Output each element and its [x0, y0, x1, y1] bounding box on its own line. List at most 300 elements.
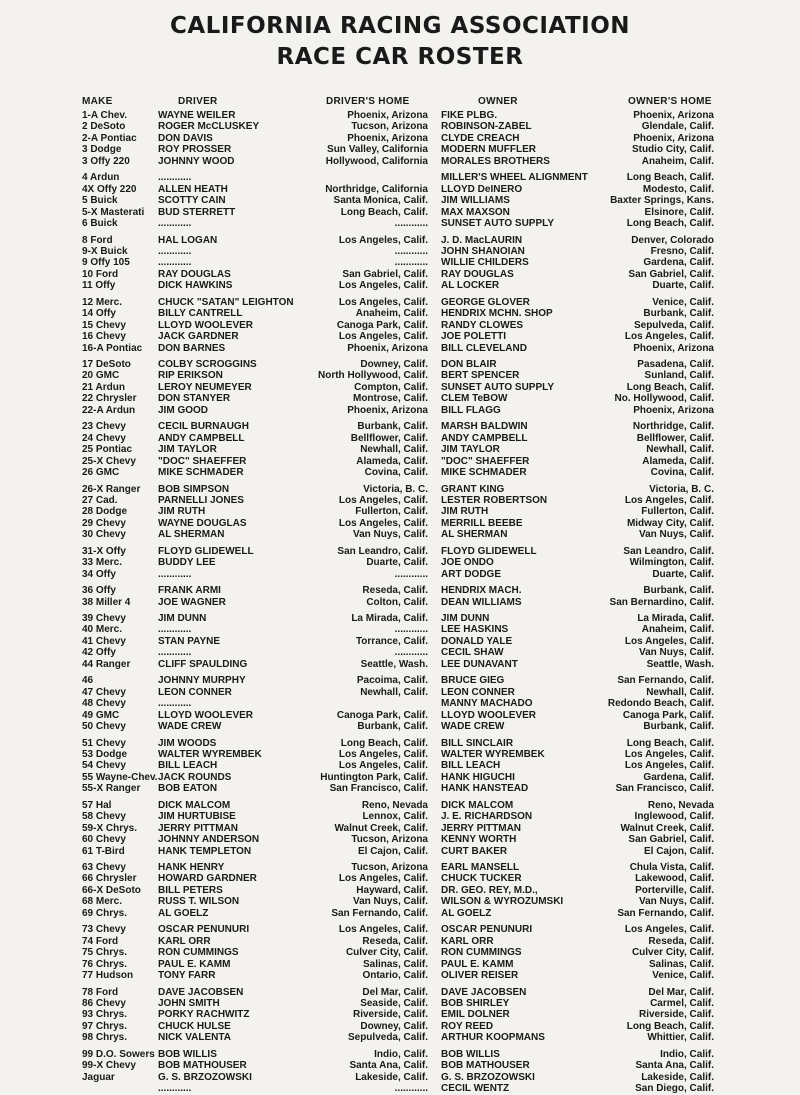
owner-cell: RANDY CLOWES	[441, 319, 524, 331]
owner-cell: JOE ONDO	[441, 557, 494, 569]
owner-cell: MERRILL BEEBE	[441, 517, 523, 529]
make-cell: 23 Chevy	[82, 421, 126, 433]
drivers-home-cell: San Fernando, Calif.	[331, 907, 428, 919]
make-cell: 46	[82, 675, 94, 687]
driver-cell: JOE WAGNER	[158, 596, 226, 608]
owner-cell: LESTER ROBERTSON	[441, 494, 548, 506]
owners-home-cell: Reno, Nevada	[647, 799, 714, 811]
make-cell: 22-A Ardun	[82, 404, 136, 416]
owner-cell: FIKE PLBG.	[441, 110, 498, 121]
owner-cell: G. S. BRZOZOWSKI	[441, 1071, 535, 1083]
owners-home-cell: Denver, Colorado	[631, 234, 714, 246]
make-cell: 11 Offy	[82, 280, 116, 292]
owners-home-cell: San Diego, Calif.	[635, 1083, 714, 1095]
make-cell: 39 Chevy	[82, 613, 126, 624]
roster-row	[0, 156, 800, 168]
roster-row	[0, 597, 800, 609]
make-cell: 99 D.O. Sowers	[82, 1048, 155, 1060]
owners-home-cell: Newhall, Calif.	[646, 686, 714, 698]
make-cell: 1-A Chev.	[82, 110, 128, 121]
owner-cell: BOB WILLIS	[441, 1048, 500, 1060]
driver-cell: JOHNNY WOOD	[158, 155, 235, 167]
owners-home-cell: Walnut Creek, Calif.	[620, 822, 714, 834]
roster-row	[0, 370, 800, 382]
driver-cell: BILLY CANTRELL	[158, 308, 243, 320]
drivers-home-cell: Lennox, Calif.	[362, 811, 428, 823]
owners-home-cell: Northridge, Calif.	[632, 421, 714, 433]
roster-row	[0, 924, 800, 936]
roster-row	[0, 1032, 800, 1044]
owner-cell: J. D. MacLAURIN	[441, 234, 523, 246]
roster-row	[0, 218, 800, 230]
roster-row	[0, 873, 800, 885]
header-owners-home: OWNER'S HOME	[628, 96, 712, 107]
roster-row	[0, 585, 800, 597]
driver-cell: OSCAR PENUNURI	[158, 924, 250, 936]
drivers-home-cell: Hollywood, California	[325, 155, 428, 167]
owners-home-cell: Fullerton, Calif.	[641, 506, 714, 518]
make-cell: 9 Offy 105	[82, 257, 130, 269]
make-cell: 22 Chrysler	[82, 393, 137, 405]
make-cell: 36 Offy	[82, 585, 116, 597]
owners-home-cell: San Gabriel, Calif.	[628, 268, 714, 280]
owners-home-cell: Canoga Park, Calif.	[622, 709, 714, 721]
owners-home-cell: Newhall, Calif.	[646, 444, 714, 456]
make-cell: 93 Chrys.	[82, 1009, 128, 1021]
owners-home-cell: Modesto, Calif.	[642, 183, 714, 195]
make-cell: 2 DeSoto	[82, 121, 126, 133]
owners-home-cell: Duarte, Calif.	[652, 280, 714, 292]
driver-cell: HANK TEMPLETON	[158, 845, 252, 857]
owner-cell: HENDRIX MCHN. SHOP	[441, 308, 553, 320]
owners-home-cell: Redondo Beach, Calif.	[607, 698, 714, 710]
drivers-home-cell: Tucson, Arizona	[351, 862, 428, 873]
drivers-home-cell: Long Beach, Calif.	[340, 737, 428, 749]
driver-cell: DAVE JACOBSEN	[158, 986, 244, 998]
driver-cell: KARL ORR	[158, 935, 211, 947]
owners-home-cell: Carmel, Calif.	[650, 997, 714, 1009]
owners-home-cell: Long Beach, Calif.	[626, 172, 714, 184]
make-cell: 14 Offy	[82, 308, 116, 320]
owner-cell: EARL MANSELL	[441, 862, 520, 873]
make-cell: 3 Dodge	[82, 144, 122, 156]
roster-row	[0, 308, 800, 320]
driver-cell: PORKY RACHWITZ	[158, 1009, 250, 1021]
make-cell: 47 Chevy	[82, 686, 126, 698]
owners-home-cell: Phoenix, Arizona	[633, 132, 714, 144]
drivers-home-cell: Reno, Nevada	[361, 799, 428, 811]
driver-cell: WAYNE DOUGLAS	[158, 517, 247, 529]
make-cell: 49 GMC	[82, 709, 120, 721]
drivers-home-cell: Los Angeles, Calif.	[338, 873, 428, 885]
make-cell: 24 Chevy	[82, 432, 126, 444]
owner-cell: GEORGE GLOVER	[441, 296, 530, 308]
drivers-home-cell: San Gabriel, Calif.	[342, 268, 428, 280]
owners-home-cell: Glendale, Calif.	[641, 121, 714, 133]
driver-cell: JOHNNY ANDERSON	[158, 834, 260, 846]
driver-cell: JOHNNY MURPHY	[158, 675, 246, 687]
drivers-home-cell: San Francisco, Calif.	[329, 783, 428, 795]
owner-cell: DAVE JACOBSEN	[441, 986, 527, 998]
roster-row	[0, 1021, 800, 1033]
owner-cell: AL GOELZ	[441, 907, 492, 919]
drivers-home-cell: Walnut Creek, Calif.	[334, 822, 428, 834]
drivers-home-cell: Phoenix, Arizona	[347, 404, 428, 416]
drivers-home-cell: Covina, Calif.	[364, 467, 428, 479]
roster-row	[0, 970, 800, 982]
owner-cell: DONALD YALE	[441, 635, 513, 647]
driver-cell: ............	[158, 647, 192, 659]
owners-home-cell: Sepulveda, Calif.	[633, 319, 714, 331]
driver-cell: ROGER McCLUSKEY	[158, 121, 260, 133]
make-cell: 26-X Ranger	[82, 483, 141, 495]
drivers-home-cell: Phoenix, Arizona	[347, 342, 428, 354]
make-cell: 2-A Pontiac	[82, 132, 137, 144]
header-owner: OWNER	[478, 96, 518, 107]
owner-cell: BOB MATHOUSER	[441, 1060, 530, 1072]
owner-cell: KARL ORR	[441, 935, 494, 947]
owner-cell: DICK MALCOM	[441, 799, 514, 811]
owner-cell: WALTER WYREMBEK	[441, 748, 545, 760]
drivers-home-cell: Huntington Park, Calif.	[320, 771, 428, 783]
make-cell: 34 Offy	[82, 568, 116, 580]
make-cell: 75 Chrys.	[82, 947, 128, 959]
driver-cell: PAUL E. KAMM	[158, 958, 231, 970]
driver-cell: BUD STERRETT	[158, 206, 236, 218]
make-cell: 31-X Offy	[82, 545, 126, 557]
owner-cell: BILL FLAGG	[441, 404, 501, 416]
make-cell: 38 Miller 4	[82, 596, 131, 608]
roster-row	[0, 495, 800, 507]
owner-cell: JIM WILLIAMS	[441, 195, 510, 207]
drivers-home-cell: Indio, Calif.	[374, 1048, 428, 1060]
driver-cell: FLOYD GLIDEWELL	[158, 545, 254, 557]
owners-home-cell: Elsinore, Calif.	[644, 206, 714, 218]
driver-cell: G. S. BRZOZOWSKI	[158, 1071, 252, 1083]
drivers-home-cell: Newhall, Calif.	[360, 686, 428, 698]
roster-row	[0, 343, 800, 355]
driver-cell: LLOYD WOOLEVER	[158, 319, 253, 331]
make-cell: 17 DeSoto	[82, 359, 131, 370]
driver-cell: "DOC" SHAEFFER	[158, 455, 247, 467]
roster-row	[0, 613, 800, 625]
owner-cell: OLIVER REISER	[441, 970, 519, 982]
drivers-home-cell: ............	[394, 218, 428, 230]
driver-cell: BOB EATON	[158, 783, 218, 795]
make-cell: 77 Hudson	[82, 970, 134, 982]
owner-cell: WADE CREW	[441, 721, 505, 733]
make-cell: Jaguar	[82, 1071, 115, 1083]
owners-home-cell: La Mirada, Calif.	[637, 613, 714, 624]
owner-cell: SUNSET AUTO SUPPLY	[441, 218, 554, 230]
drivers-home-cell: Phoenix, Arizona	[347, 110, 428, 121]
owners-home-cell: Phoenix, Arizona	[633, 110, 714, 121]
owners-home-cell: Bellflower, Calif.	[636, 432, 714, 444]
owners-home-cell: Gardena, Calif.	[643, 771, 714, 783]
driver-cell: BILL PETERS	[158, 884, 223, 896]
owners-home-cell: Seattle, Wash.	[646, 658, 714, 670]
make-cell: 99-X Chevy	[82, 1060, 136, 1072]
roster-row	[0, 811, 800, 823]
driver-cell: CHUCK "SATAN" LEIGHTON	[158, 296, 294, 308]
owner-cell: BILL SINCLAIR	[441, 737, 514, 749]
owners-home-cell: Midway City, Calif.	[626, 517, 714, 529]
roster-row	[0, 172, 800, 184]
owners-home-cell: Riverside, Calif.	[638, 1009, 714, 1021]
make-cell: 6 Buick	[82, 218, 118, 230]
make-cell: 74 Ford	[82, 935, 119, 947]
owners-home-cell: Culver City, Calif.	[631, 947, 714, 959]
owner-cell: CLEM TeBOW	[441, 393, 508, 405]
owner-cell: AL SHERMAN	[441, 529, 508, 541]
driver-cell: WAYNE WEILER	[158, 110, 236, 121]
make-cell: 21 Ardun	[82, 381, 125, 393]
drivers-home-cell: Reseda, Calif.	[362, 585, 428, 597]
drivers-home-cell: ............	[394, 245, 428, 257]
driver-cell: JIM GOOD	[158, 404, 209, 416]
driver-cell: ............	[158, 1083, 192, 1095]
driver-cell: ALLEN HEATH	[158, 183, 228, 195]
driver-cell: HAL LOGAN	[158, 234, 218, 246]
owners-home-cell: Van Nuys, Calif.	[638, 529, 714, 541]
owners-home-cell: San Fernando, Calif.	[617, 907, 714, 919]
owners-home-cell: Chula Vista, Calif.	[629, 862, 714, 873]
drivers-home-cell: Lakeside, Calif.	[355, 1071, 428, 1083]
roster-row	[0, 546, 800, 558]
owners-home-cell: Burbank, Calif.	[643, 721, 714, 733]
drivers-home-cell: Canoga Park, Calif.	[336, 319, 428, 331]
owners-home-cell: Anaheim, Calif.	[641, 155, 714, 167]
roster-row	[0, 331, 800, 343]
roster-row	[0, 760, 800, 772]
driver-cell: CHUCK HULSE	[158, 1020, 231, 1032]
owner-cell: JERRY PITTMAN	[441, 822, 522, 834]
roster-row	[0, 862, 800, 874]
owner-cell: ARTHUR KOOPMANS	[441, 1032, 545, 1044]
owner-cell: JOHN SHANOIAN	[441, 245, 525, 257]
owner-cell: CLYDE CREACH	[441, 132, 520, 144]
roster-row	[0, 624, 800, 636]
owners-home-cell: Covina, Calif.	[650, 467, 714, 479]
owners-home-cell: Studio City, Calif.	[631, 144, 714, 156]
owners-home-cell: Los Angeles, Calif.	[624, 748, 714, 760]
drivers-home-cell: Duarte, Calif.	[366, 557, 428, 569]
driver-cell: JOHN SMITH	[158, 997, 220, 1009]
drivers-home-cell: Downey, Calif.	[360, 359, 428, 370]
make-cell: 44 Ranger	[82, 658, 131, 670]
drivers-home-cell: Compton, Calif.	[354, 381, 428, 393]
drivers-home-cell: El Cajon, Calif.	[357, 845, 428, 857]
make-cell: 60 Chevy	[82, 834, 126, 846]
roster-row	[0, 121, 800, 133]
roster-row	[0, 257, 800, 269]
make-cell: 20 GMC	[82, 370, 120, 382]
owners-home-cell: Long Beach, Calif.	[626, 1020, 714, 1032]
roster-row	[0, 800, 800, 812]
owner-cell: MAX MAXSON	[441, 206, 510, 218]
owners-home-cell: Baxter Springs, Kans.	[610, 195, 714, 207]
driver-cell: AL GOELZ	[158, 907, 209, 919]
driver-cell: ............	[158, 245, 192, 257]
owner-cell: ANDY CAMPBELL	[441, 432, 528, 444]
driver-cell: RAY DOUGLAS	[158, 268, 231, 280]
make-cell: 12 Merc.	[82, 296, 123, 308]
owners-home-cell: Duarte, Calif.	[652, 568, 714, 580]
roster-row	[0, 896, 800, 908]
driver-cell: WADE CREW	[158, 721, 222, 733]
owners-home-cell: Lakeside, Calif.	[641, 1071, 714, 1083]
owners-home-cell: San Bernardino, Calif.	[609, 596, 714, 608]
roster-row	[0, 687, 800, 699]
owner-cell: HANK HANSTEAD	[441, 783, 529, 795]
roster-row	[0, 675, 800, 687]
make-cell: 41 Chevy	[82, 635, 126, 647]
drivers-home-cell: Del Mar, Calif.	[362, 986, 428, 998]
drivers-home-cell: Pacoima, Calif.	[356, 675, 428, 687]
make-cell: 30 Chevy	[82, 529, 126, 541]
owner-cell: MARSH BALDWIN	[441, 421, 528, 433]
drivers-home-cell: Tucson, Arizona	[351, 121, 428, 133]
drivers-home-cell: San Leandro, Calif.	[337, 545, 428, 557]
roster-row	[0, 783, 800, 795]
owners-home-cell: Reseda, Calif.	[648, 935, 714, 947]
driver-cell: MIKE SCHMADER	[158, 467, 244, 479]
roster-row	[0, 1072, 800, 1084]
owners-home-cell: San Leandro, Calif.	[623, 545, 714, 557]
roster-row	[0, 144, 800, 156]
make-cell: 5-X Masterati	[82, 206, 145, 218]
roster-row	[0, 110, 800, 122]
owners-home-cell: Indio, Calif.	[660, 1048, 714, 1060]
roster-row	[0, 659, 800, 671]
owner-cell: GRANT KING	[441, 483, 505, 495]
drivers-home-cell: Torrance, Calif.	[355, 635, 428, 647]
owner-cell: PAUL E. KAMM	[441, 958, 514, 970]
make-cell: 15 Chevy	[82, 319, 126, 331]
make-cell: 73 Chevy	[82, 924, 126, 936]
drivers-home-cell: Reseda, Calif.	[362, 935, 428, 947]
roster-row	[0, 557, 800, 569]
make-cell: 33 Merc.	[82, 557, 123, 569]
driver-cell: JIM DUNN	[158, 613, 207, 624]
owners-home-cell: San Fernando, Calif.	[617, 675, 714, 687]
owner-cell: RAY DOUGLAS	[441, 268, 514, 280]
driver-cell: ............	[158, 257, 192, 269]
driver-cell: DON STANYER	[158, 393, 231, 405]
drivers-home-cell: North Hollywood, Calif.	[318, 370, 428, 382]
owner-cell: MODERN MUFFLER	[441, 144, 536, 156]
roster-row	[0, 433, 800, 445]
header-drivers-home: DRIVER'S HOME	[326, 96, 410, 107]
owners-home-cell: Venice, Calif.	[652, 970, 714, 982]
owners-home-cell: Burbank, Calif.	[643, 308, 714, 320]
drivers-home-cell: Van Nuys, Calif.	[352, 896, 428, 908]
owner-cell: EMIL DOLNER	[441, 1009, 510, 1021]
make-cell: 51 Chevy	[82, 737, 126, 749]
drivers-home-cell: Phoenix, Arizona	[347, 132, 428, 144]
owner-cell: LEON CONNER	[441, 686, 515, 698]
roster-row	[0, 834, 800, 846]
owner-cell: BRUCE GIEG	[441, 675, 505, 687]
drivers-home-cell: Santa Ana, Calif.	[349, 1060, 428, 1072]
driver-cell: BOB MATHOUSER	[158, 1060, 247, 1072]
drivers-home-cell: Northridge, California	[325, 183, 428, 195]
owners-home-cell: Burbank, Calif.	[643, 585, 714, 597]
make-cell: 29 Chevy	[82, 517, 126, 529]
drivers-home-cell: Newhall, Calif.	[360, 444, 428, 456]
owners-home-cell: San Francisco, Calif.	[615, 783, 714, 795]
drivers-home-cell: Burbank, Calif.	[357, 421, 428, 433]
drivers-home-cell: Tucson, Arizona	[351, 834, 428, 846]
make-cell: 8 Ford	[82, 234, 113, 246]
make-cell: 16-A Pontiac	[82, 342, 143, 354]
owners-home-cell: Victoria, B. C.	[649, 483, 714, 495]
make-cell: 58 Chevy	[82, 811, 126, 823]
make-cell: 97 Chrys.	[82, 1020, 128, 1032]
make-cell: 5 Buick	[82, 195, 118, 207]
make-cell: 53 Dodge	[82, 748, 128, 760]
drivers-home-cell: Victoria, B. C.	[363, 483, 428, 495]
roster-row	[0, 772, 800, 784]
driver-cell: TONY FARR	[158, 970, 216, 982]
roster-row	[0, 636, 800, 648]
make-cell: 27 Cad.	[82, 494, 118, 506]
drivers-home-cell: Santa Monica, Calif.	[333, 195, 428, 207]
driver-cell: JIM RUTH	[158, 506, 206, 518]
make-cell: 78 Ford	[82, 986, 119, 998]
driver-cell: BOB WILLIS	[158, 1048, 217, 1060]
owner-cell: LLOYD DeINERO	[441, 183, 523, 195]
roster-row	[0, 518, 800, 530]
roster-row	[0, 195, 800, 207]
owner-cell: BILL LEACH	[441, 760, 501, 772]
owner-cell: RON CUMMINGS	[441, 947, 522, 959]
roster-row	[0, 1009, 800, 1021]
driver-cell: WALTER WYREMBEK	[158, 748, 262, 760]
roster-row	[0, 421, 800, 433]
drivers-home-cell: Long Beach, Calif.	[340, 206, 428, 218]
owner-cell: BERT SPENCER	[441, 370, 520, 382]
make-cell: 66 Chrysler	[82, 873, 137, 885]
make-cell: 66-X DeSoto	[82, 884, 141, 896]
roster-row	[0, 987, 800, 999]
drivers-home-cell: Los Angeles, Calif.	[338, 517, 428, 529]
roster-row	[0, 1049, 800, 1061]
owner-cell: BILL CLEVELAND	[441, 342, 527, 354]
owners-home-cell: Los Angeles, Calif.	[624, 331, 714, 343]
drivers-home-cell: Los Angeles, Calif.	[338, 296, 428, 308]
make-cell: 59-X Chrys.	[82, 822, 138, 834]
driver-cell: DON DAVIS	[158, 132, 213, 144]
driver-cell: RON CUMMINGS	[158, 947, 239, 959]
driver-cell: ............	[158, 698, 192, 710]
driver-cell: COLBY SCROGGINS	[158, 359, 257, 370]
roster-row	[0, 235, 800, 247]
drivers-home-cell: La Mirada, Calif.	[351, 613, 428, 624]
driver-cell: ROY PROSSER	[158, 144, 232, 156]
make-cell: 25 Pontiac	[82, 444, 133, 456]
owner-cell: JOE POLETTI	[441, 331, 507, 343]
owner-cell: MORALES BROTHERS	[441, 155, 550, 167]
make-cell: 26 GMC	[82, 467, 120, 479]
drivers-home-cell: Seattle, Wash.	[360, 658, 428, 670]
owner-cell: CHUCK TUCKER	[441, 873, 522, 885]
owners-home-cell: San Gabriel, Calif.	[628, 834, 714, 846]
driver-cell: BOB SIMPSON	[158, 483, 230, 495]
owner-cell: MANNY MACHADO	[441, 698, 533, 710]
owners-home-cell: Del Mar, Calif.	[648, 986, 714, 998]
roster-row	[0, 749, 800, 761]
